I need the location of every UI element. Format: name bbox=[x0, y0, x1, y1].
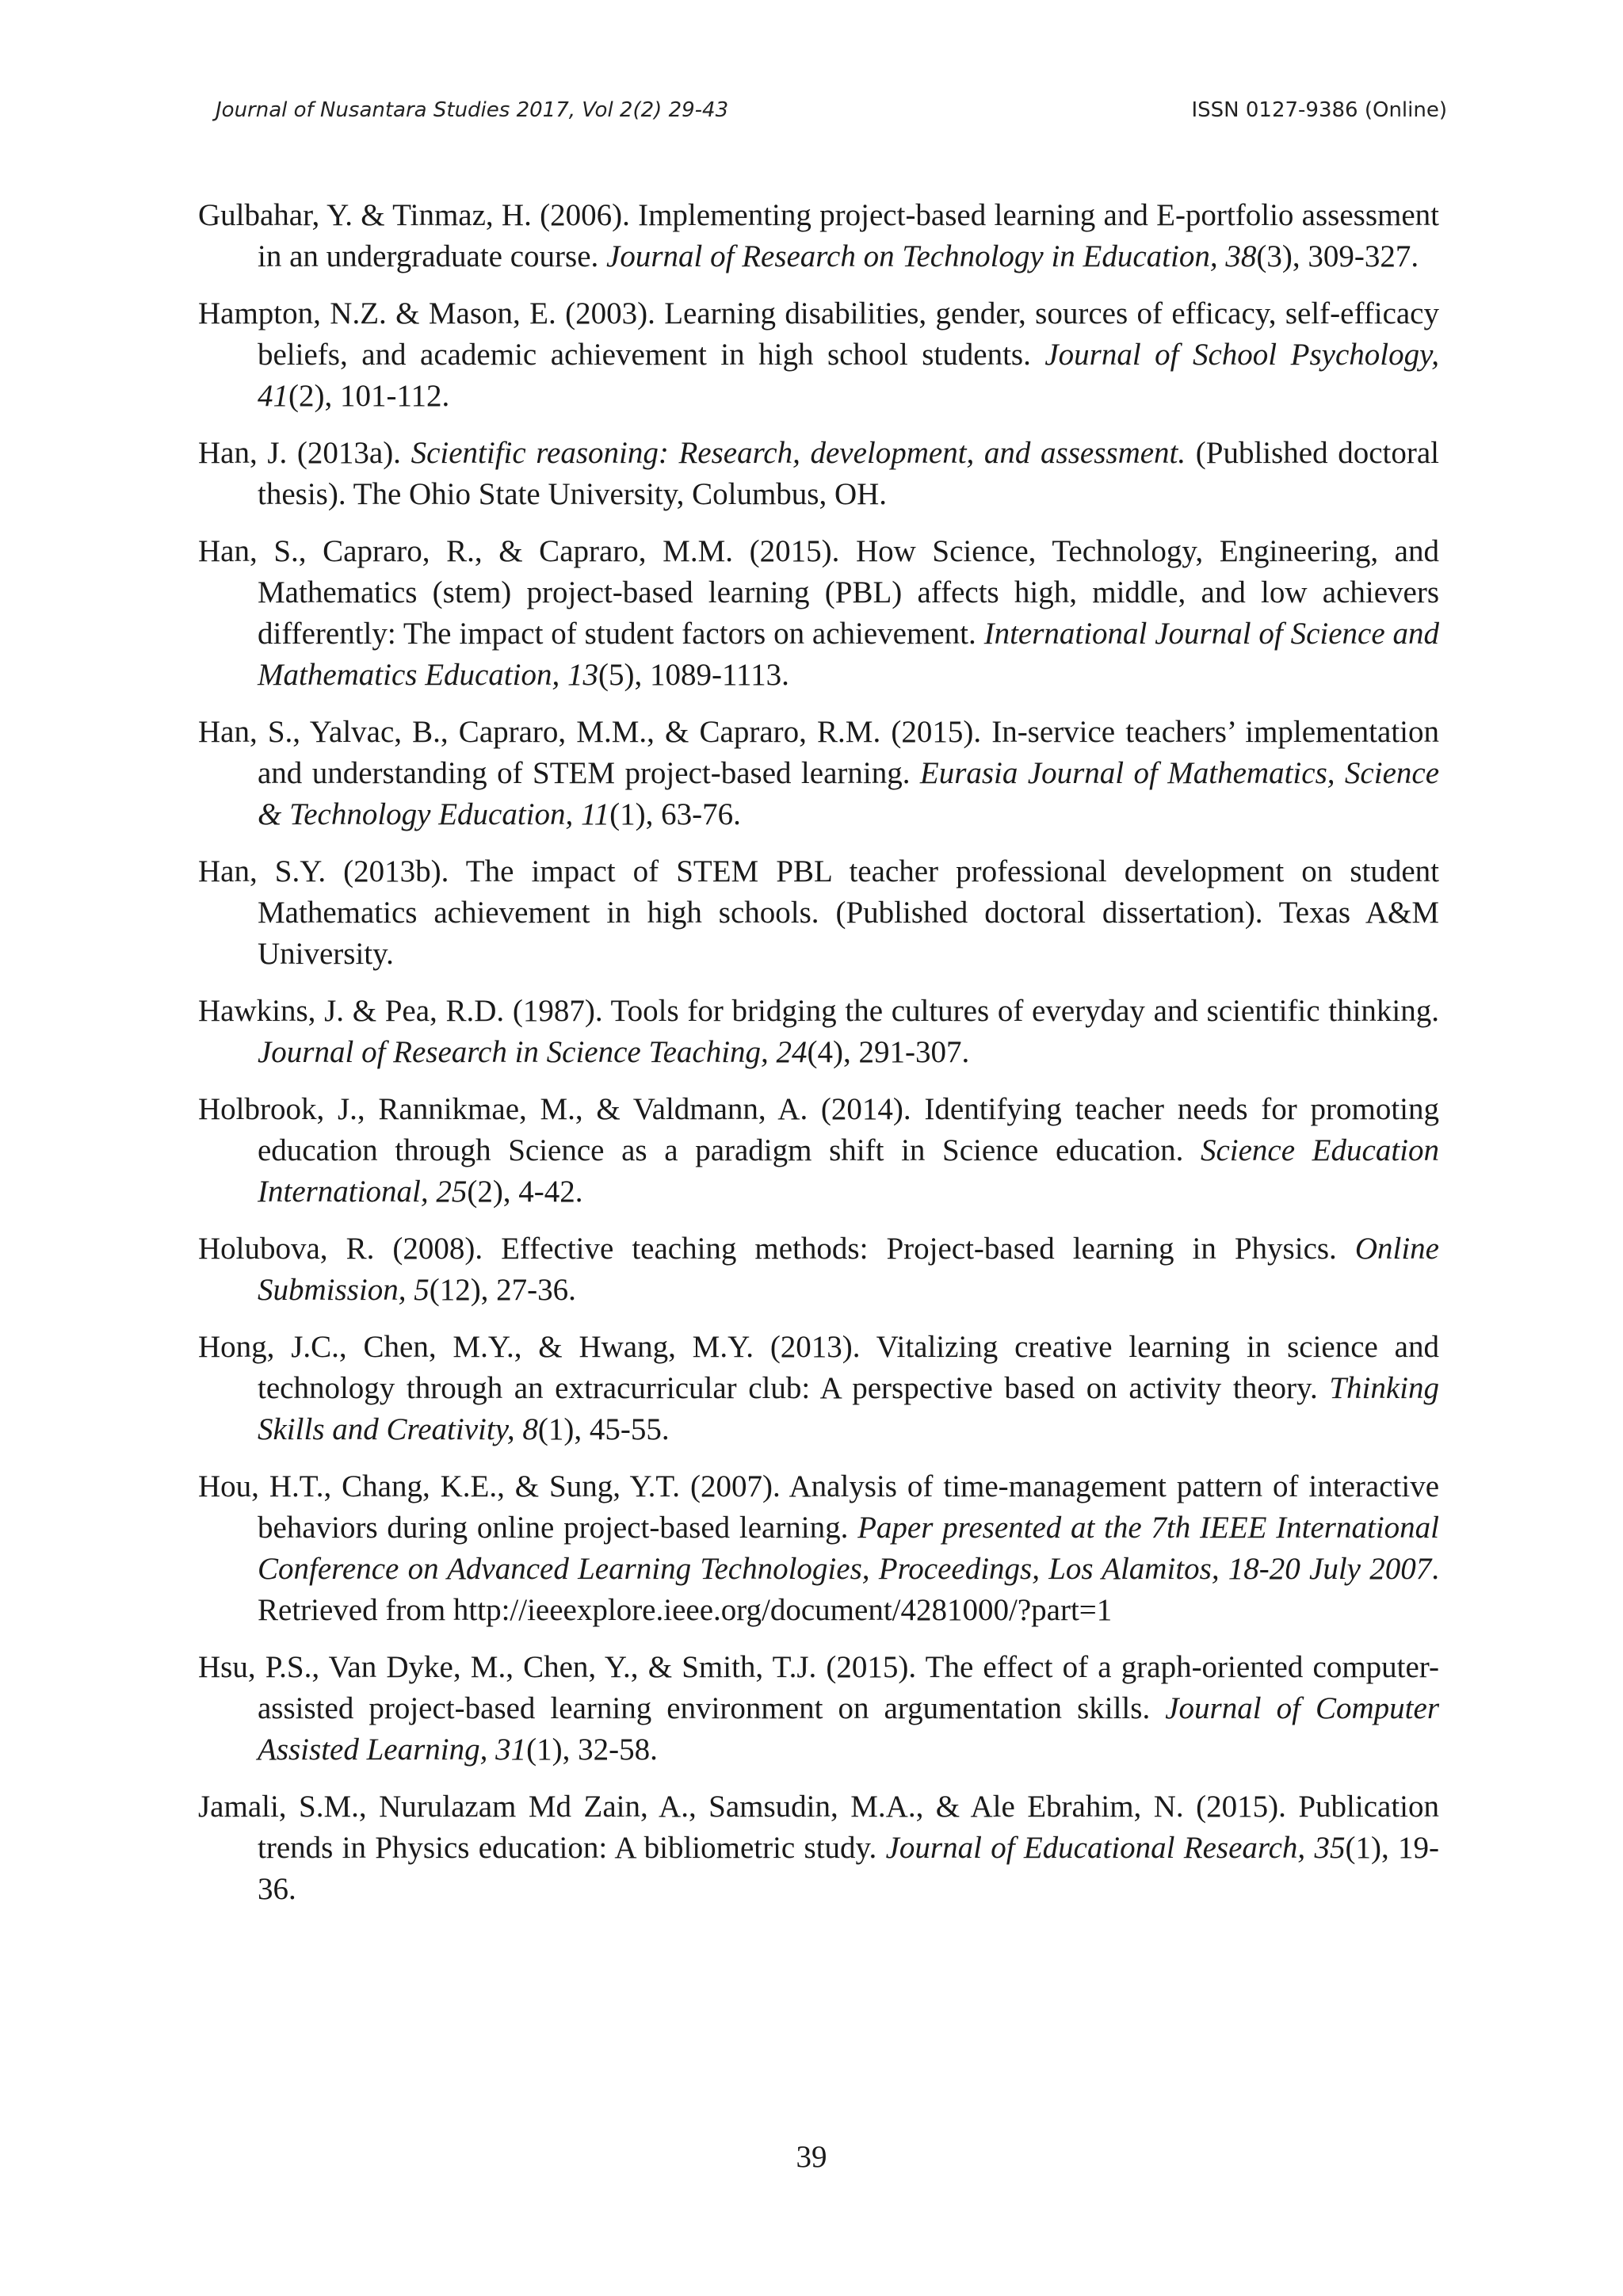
reference-details: (1), 63-76. bbox=[609, 797, 741, 831]
reference-details: . Retrieved from http://ieeexplore.ieee.org/document/4281000/?part=1 bbox=[258, 1552, 1439, 1627]
reference-item bbox=[198, 531, 1439, 696]
reference-text: Hong, J.C., Chen, M.Y., & Hwang, M.Y. (2013). Vitalizing creative learning in science and technology through an extracurricular club: A perspective based on activity theory. bbox=[198, 1330, 1439, 1405]
reference-item bbox=[198, 1647, 1439, 1771]
running-header bbox=[216, 98, 1447, 122]
reference-details: (3), 309-327. bbox=[1256, 239, 1419, 273]
issn-label: ISSN 0127-9386 (Online) bbox=[1191, 98, 1447, 122]
reference-item bbox=[198, 712, 1439, 835]
reference-details: (4), 291-307. bbox=[807, 1035, 970, 1069]
reference-item bbox=[198, 1089, 1439, 1213]
reference-source: Journal of Research in Science Teaching, 24 bbox=[258, 1035, 808, 1069]
reference-item bbox=[198, 991, 1439, 1073]
reference-source: Thinking Skills and Creativity, 8 bbox=[258, 1371, 1439, 1446]
reference-text: Hou, H.T., Chang, K.E., & Sung, Y.T. (2007). Analysis of time-management pattern of interactive behaviors during online project-based learning. bbox=[198, 1469, 1439, 1545]
reference-details: (1), 45-55. bbox=[537, 1412, 670, 1446]
reference-item bbox=[198, 433, 1439, 515]
reference-list bbox=[198, 195, 1439, 1926]
reference-source: International Journal of Science and Mathematics Education, 13 bbox=[258, 617, 1439, 692]
reference-details: (12), 27-36. bbox=[429, 1273, 576, 1307]
reference-source: Journal of Educational Research, 35 bbox=[885, 1831, 1346, 1865]
reference-text: Gulbahar, Y. & Tinmaz, H. (2006). Implementing project-based learning and E-portfolio assessment in an undergraduate course. bbox=[198, 198, 1439, 273]
reference-text: Han, J. (2013a). bbox=[198, 436, 411, 470]
reference-item bbox=[198, 1786, 1439, 1910]
reference-text: Holubova, R. (2008). Effective teaching methods: Project-based learning in Physics. bbox=[198, 1232, 1355, 1266]
reference-text: Hsu, P.S., Van Dyke, M., Chen, Y., & Smith, T.J. (2015). The effect of a graph-oriented computer-assisted project-based learning environment on argumentation skills. bbox=[198, 1650, 1439, 1725]
reference-source: Paper presented at the 7th IEEE International Conference on Advanced Learning Technologies, Proceedings, Los Alamitos, 18-20 July 2007 bbox=[258, 1511, 1439, 1586]
reference-details: (Published doctoral thesis). The Ohio State University, Columbus, OH. bbox=[258, 436, 1439, 511]
reference-text: Han, S.Y. (2013b). The impact of STEM PBL teacher professional development on student Mathematics achievement in high schools. (Published doctoral dissertation). Texas A&M University. bbox=[198, 854, 1439, 971]
reference-text: Han, S., Capraro, R., & Capraro, M.M. (2015). How Science, Technology, Engineering, and Mathematics (stem) project-based learning (PBL) affects high, middle, and low achievers differently: The impact of student factors on achievement. bbox=[198, 534, 1439, 651]
reference-source: Eurasia Journal of Mathematics, Science & Technology Education, 11 bbox=[258, 756, 1440, 831]
reference-source: Journal of School Psychology, 41 bbox=[258, 338, 1439, 413]
journal-title: Journal of Nusantara Studies 2017, Vol 2(2) 29-43 bbox=[216, 98, 729, 122]
reference-source: Scientific reasoning: Research, development, and assessment. bbox=[411, 436, 1186, 470]
reference-item bbox=[198, 1327, 1439, 1450]
reference-item bbox=[198, 195, 1439, 277]
reference-details: (2), 101-112. bbox=[288, 379, 450, 413]
reference-item bbox=[198, 851, 1439, 975]
reference-text: Hampton, N.Z. & Mason, E. (2003). Learning disabilities, gender, sources of efficacy, self-efficacy beliefs, and academic achievement in high school students. bbox=[198, 296, 1439, 372]
reference-text: Hawkins, J. & Pea, R.D. (1987). Tools for bridging the cultures of everyday and scientific thinking. bbox=[198, 994, 1439, 1028]
page-number: 39 bbox=[796, 2140, 827, 2174]
reference-details: (1), 32-58. bbox=[526, 1733, 658, 1767]
reference-source: Journal of Computer Assisted Learning, 31 bbox=[258, 1691, 1439, 1767]
reference-text: Jamali, S.M., Nurulazam Md Zain, A., Samsudin, M.A., & Ale Ebrahim, N. (2015). Publication trends in Physics education: A bibliometric study. bbox=[198, 1790, 1439, 1865]
reference-source: Journal of Research on Technology in Education, 38 bbox=[606, 239, 1257, 273]
reference-details: (2), 4-42. bbox=[467, 1175, 583, 1209]
reference-source: Online Submission, 5 bbox=[258, 1232, 1439, 1307]
reference-item bbox=[198, 1466, 1439, 1631]
reference-item bbox=[198, 1228, 1439, 1311]
reference-text: Han, S., Yalvac, B., Capraro, M.M., & Capraro, R.M. (2015). In-service teachers’ implementation and understanding of STEM project-based learning. bbox=[198, 715, 1439, 790]
reference-details: (1), 19-36. bbox=[258, 1831, 1439, 1906]
reference-item bbox=[198, 293, 1439, 417]
reference-text: Holbrook, J., Rannikmae, M., & Valdmann, A. (2014). Identifying teacher needs for promoting education through Science as a paradigm shift in Science education. bbox=[198, 1092, 1439, 1167]
reference-details: (5), 1089-1113. bbox=[598, 658, 789, 692]
reference-source: Science Education International, 25 bbox=[258, 1133, 1439, 1209]
